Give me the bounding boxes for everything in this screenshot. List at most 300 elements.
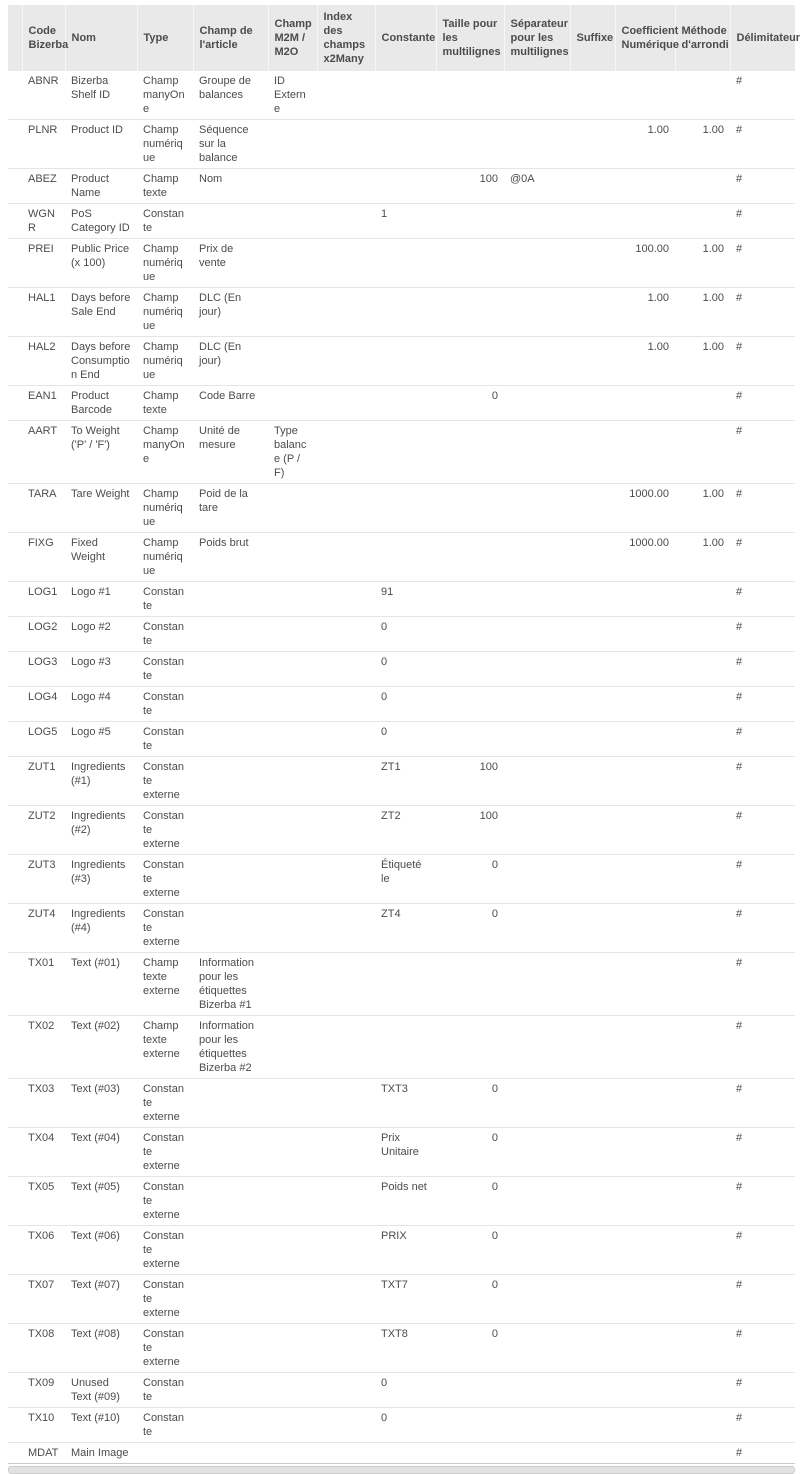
cell-suffixe — [570, 1177, 615, 1226]
cell-code: TX08 — [22, 1324, 65, 1373]
cell-suffixe — [570, 337, 615, 386]
cell-separateur — [504, 1177, 570, 1226]
cell-code: ZUT2 — [22, 806, 65, 855]
table-row[interactable] — [8, 652, 795, 687]
cell-taille: 100 — [436, 169, 504, 204]
cell-taille — [436, 337, 504, 386]
cell-index_x2many — [317, 1016, 375, 1079]
cell-separateur — [504, 120, 570, 169]
cell-code: LOG3 — [22, 652, 65, 687]
cell-type: Constante — [137, 722, 193, 757]
cell-index_x2many — [317, 71, 375, 120]
cell-champ_m2m — [268, 239, 317, 288]
cell-nom: Tare Weight — [65, 484, 137, 533]
cell-suffixe — [570, 1275, 615, 1324]
cell-methode — [675, 953, 730, 1016]
cell-separateur — [504, 652, 570, 687]
cell-suffixe — [570, 722, 615, 757]
cell-index_x2many — [317, 582, 375, 617]
cell-delimitateur: # — [730, 169, 795, 204]
cell-nom: Text (#07) — [65, 1275, 137, 1324]
cell-separateur — [504, 1373, 570, 1408]
column-header-separateur[interactable]: Séparateur pour les multilignes — [504, 5, 570, 71]
cell-type: Champ numérique — [137, 239, 193, 288]
cell-taille — [436, 204, 504, 239]
cell-champ_m2m — [268, 1226, 317, 1275]
cell-nom: Product Name — [65, 169, 137, 204]
cell-code: LOG4 — [22, 687, 65, 722]
cell-champ_article: Unité de mesure — [193, 421, 268, 484]
cell-type: Champ numérique — [137, 288, 193, 337]
cell-taille — [436, 1443, 504, 1464]
cell-methode — [675, 1443, 730, 1464]
cell-separateur — [504, 533, 570, 582]
table-row[interactable] — [8, 533, 795, 582]
cell-code: PLNR — [22, 120, 65, 169]
table-row[interactable] — [8, 617, 795, 652]
table-row[interactable] — [8, 288, 795, 337]
cell-champ_m2m — [268, 1408, 317, 1443]
cell-champ_article — [193, 204, 268, 239]
cell-code: ABNR — [28, 75, 59, 87]
cell-taille: 0 — [436, 1079, 504, 1128]
cell-code: WGNR — [22, 204, 65, 239]
cell-constante: 91 — [375, 582, 436, 617]
table-row[interactable] — [8, 1128, 795, 1177]
cell-champ_m2m: Type balance (P / F) — [268, 421, 317, 484]
cell-coefficient — [615, 855, 675, 904]
cell-separateur — [504, 1128, 570, 1177]
table-row[interactable] — [8, 386, 795, 421]
cell-methode — [675, 855, 730, 904]
cell-index_x2many — [317, 337, 375, 386]
table-row[interactable] — [8, 904, 795, 953]
table-row[interactable] — [8, 722, 795, 757]
cell-type: Champ numérique — [137, 484, 193, 533]
cell-methode — [675, 687, 730, 722]
cell-code: TARA — [22, 484, 65, 533]
cell-delimitateur: # — [730, 1177, 795, 1226]
cell-champ_m2m: ID Externe — [274, 75, 306, 115]
cell-coefficient — [615, 421, 675, 484]
cell-suffixe — [570, 904, 615, 953]
cell-constante: TXT3 — [375, 1079, 436, 1128]
table-row[interactable] — [8, 1373, 795, 1408]
cell-separateur: @0A — [504, 169, 570, 204]
cell-code: ZUT3 — [22, 855, 65, 904]
cell-taille — [436, 120, 504, 169]
table-row[interactable] — [8, 953, 795, 1016]
cell-separateur — [504, 1443, 570, 1464]
cell-champ_article: Prix de vente — [193, 239, 268, 288]
cell-champ_article — [193, 1324, 268, 1373]
cell-index_x2many — [317, 1373, 375, 1408]
column-header-code[interactable]: Code Bizerba — [22, 5, 65, 71]
cell-coefficient — [615, 1275, 675, 1324]
cell-separateur — [504, 1408, 570, 1443]
cell-code: LOG1 — [22, 582, 65, 617]
table-body — [8, 71, 795, 1464]
cell-nom: Product Barcode — [65, 386, 137, 421]
cell-nom: Logo #4 — [65, 687, 137, 722]
cell-methode: 1.00 — [675, 484, 730, 533]
cell-taille — [436, 687, 504, 722]
cell-champ_article — [193, 1443, 268, 1464]
cell-constante — [375, 386, 436, 421]
cell-champ_m2m — [268, 687, 317, 722]
cell-code: HAL2 — [22, 337, 65, 386]
cell-index_x2many — [317, 806, 375, 855]
cell-delimitateur: # — [730, 652, 795, 687]
cell-code: TX07 — [22, 1275, 65, 1324]
table-row[interactable] — [8, 239, 795, 288]
cell-nom: Fixed Weight — [65, 533, 137, 582]
cell-methode — [675, 1226, 730, 1275]
cell-type: Constante — [137, 687, 193, 722]
cell-type: Constante externe — [137, 1079, 193, 1128]
cell-separateur — [504, 1016, 570, 1079]
cell-champ_article: Code Barre — [193, 386, 268, 421]
column-header-index_x2many[interactable]: Index des champs x2Many — [317, 5, 375, 71]
row-spacer — [8, 722, 22, 757]
cell-taille: 0 — [436, 1324, 504, 1373]
cell-champ_m2m — [268, 1275, 317, 1324]
cell-champ_m2m — [268, 1177, 317, 1226]
cell-constante: TXT7 — [375, 1275, 436, 1324]
table-row[interactable] — [8, 204, 795, 239]
cell-constante: 0 — [375, 652, 436, 687]
table-row[interactable] — [8, 169, 795, 204]
cell-separateur — [504, 855, 570, 904]
cell-constante: ZT1 — [375, 757, 436, 806]
row-spacer — [8, 953, 22, 1016]
table-row[interactable] — [8, 1275, 795, 1324]
cell-methode — [675, 582, 730, 617]
cell-methode — [675, 1079, 730, 1128]
cell-type: Champ texte externe — [137, 1016, 193, 1079]
cell-taille — [436, 722, 504, 757]
cell-type: Constante — [137, 1408, 193, 1443]
table-row[interactable] — [8, 484, 795, 533]
cell-delimitateur: # — [730, 1275, 795, 1324]
cell-index_x2many — [317, 386, 375, 421]
cell-taille: 0 — [436, 1177, 504, 1226]
cell-delimitateur: # — [730, 687, 795, 722]
cell-taille — [436, 1408, 504, 1443]
cell-type: Constante externe — [137, 855, 193, 904]
cell-coefficient — [615, 204, 675, 239]
row-spacer — [8, 1324, 22, 1373]
cell-constante — [375, 1443, 436, 1464]
cell-index_x2many — [317, 1275, 375, 1324]
cell-separateur — [504, 204, 570, 239]
cell-type: Constante externe — [137, 757, 193, 806]
column-header-taille[interactable]: Taille pour les multilignes — [436, 5, 504, 71]
row-spacer — [8, 904, 22, 953]
column-header-nom[interactable]: Nom — [65, 5, 137, 71]
cell-champ_article — [193, 1079, 268, 1128]
cell-type: Constante — [137, 1373, 193, 1408]
cell-delimitateur: # — [730, 1373, 795, 1408]
cell-code: AART — [22, 421, 65, 484]
cell-delimitateur: # — [730, 904, 795, 953]
cell-suffixe — [570, 239, 615, 288]
cell-constante: TXT8 — [375, 1324, 436, 1373]
cell-constante: 0 — [375, 1373, 436, 1408]
row-spacer — [8, 1408, 22, 1443]
cell-champ_m2m — [268, 288, 317, 337]
cell-champ_article: Séquence sur la balance — [193, 120, 268, 169]
cell-champ_m2m — [268, 533, 317, 582]
cell-suffixe — [570, 687, 615, 722]
cell-suffixe — [570, 617, 615, 652]
cell-type: Constante externe — [137, 1177, 193, 1226]
cell-index_x2many — [317, 1128, 375, 1177]
cell-index_x2many — [317, 904, 375, 953]
cell-type: Constante — [137, 582, 193, 617]
column-header-delimitateur[interactable]: Délimitateur — [730, 5, 795, 71]
cell-suffixe — [570, 484, 615, 533]
cell-methode — [675, 1177, 730, 1226]
cell-delimitateur: # — [730, 1016, 795, 1079]
table-row[interactable] — [8, 1016, 795, 1079]
cell-champ_article — [193, 582, 268, 617]
table-row[interactable] — [8, 1177, 795, 1226]
cell-delimitateur: # — [730, 386, 795, 421]
cell-type: Constante — [137, 652, 193, 687]
table-row[interactable] — [8, 120, 795, 169]
cell-suffixe — [570, 757, 615, 806]
cell-suffixe — [570, 953, 615, 1016]
cell-champ_m2m — [268, 953, 317, 1016]
cell-champ_article — [193, 904, 268, 953]
cell-suffixe — [570, 421, 615, 484]
cell-coefficient — [615, 806, 675, 855]
row-spacer — [8, 652, 22, 687]
cell-suffixe — [570, 1128, 615, 1177]
cell-nom: Logo #3 — [65, 652, 137, 687]
table-row[interactable] — [8, 337, 795, 386]
cell-type: Champ texte — [137, 169, 193, 204]
cell-type: Champ texte — [137, 386, 193, 421]
cell-delimitateur: # — [730, 1324, 795, 1373]
cell-delimitateur: # — [730, 1443, 795, 1464]
cell-champ_m2m — [268, 617, 317, 652]
cell-separateur — [504, 806, 570, 855]
cell-methode — [675, 806, 730, 855]
cell-taille: 0 — [436, 1226, 504, 1275]
cell-champ_m2m — [268, 904, 317, 953]
cell-index_x2many — [317, 1079, 375, 1128]
cell-suffixe — [570, 204, 615, 239]
row-spacer — [8, 687, 22, 722]
row-spacer — [8, 1177, 22, 1226]
cell-type: Champ numérique — [137, 337, 193, 386]
cell-separateur — [504, 288, 570, 337]
table-row[interactable] — [8, 855, 795, 904]
cell-methode — [675, 1408, 730, 1443]
table-row[interactable] — [8, 71, 795, 120]
cell-constante — [375, 239, 436, 288]
cell-delimitateur: # — [730, 722, 795, 757]
cell-nom: Text (#08) — [65, 1324, 137, 1373]
cell-code: LOG5 — [22, 722, 65, 757]
cell-coefficient — [615, 617, 675, 652]
table-row[interactable] — [8, 806, 795, 855]
cell-methode — [675, 617, 730, 652]
cell-coefficient — [615, 652, 675, 687]
cell-index_x2many — [317, 1226, 375, 1275]
cell-methode: 1.00 — [675, 337, 730, 386]
cell-suffixe — [570, 386, 615, 421]
field-mapping-table — [8, 5, 800, 1464]
table-row[interactable] — [8, 582, 795, 617]
cell-code: HAL1 — [22, 288, 65, 337]
cell-delimitateur: # — [730, 617, 795, 652]
table-row[interactable] — [8, 1443, 795, 1464]
cell-taille — [436, 1016, 504, 1079]
column-header-champ_m2m[interactable]: Champ M2M / M2O — [268, 5, 317, 71]
cell-code: TX02 — [22, 1016, 65, 1079]
cell-suffixe — [570, 582, 615, 617]
cell-code: LOG2 — [22, 617, 65, 652]
cell-taille: 100 — [436, 806, 504, 855]
column-header-coefficient[interactable]: Coefficient Numérique — [615, 5, 675, 71]
cell-coefficient — [615, 687, 675, 722]
cell-suffixe — [570, 1443, 615, 1464]
cell-constante: Étiqueté le — [375, 855, 436, 904]
cell-code: TX10 — [22, 1408, 65, 1443]
horizontal-scrollbar-thumb[interactable] — [8, 1466, 795, 1474]
row-spacer — [8, 71, 22, 120]
cell-coefficient: 100.00 — [615, 239, 675, 288]
cell-methode — [675, 1324, 730, 1373]
cell-delimitateur: # — [730, 757, 795, 806]
row-spacer — [8, 617, 22, 652]
cell-suffixe — [570, 120, 615, 169]
cell-methode — [675, 1275, 730, 1324]
row-spacer — [8, 484, 22, 533]
cell-champ_article — [193, 652, 268, 687]
column-header-champ_article[interactable]: Champ de l'article — [193, 5, 268, 71]
cell-suffixe — [570, 533, 615, 582]
cell-separateur — [504, 337, 570, 386]
cell-constante — [375, 533, 436, 582]
column-header-methode[interactable]: Méthode d'arrondi — [675, 5, 730, 71]
cell-suffixe — [570, 1016, 615, 1079]
cell-champ_m2m — [268, 722, 317, 757]
cell-champ_article — [193, 1275, 268, 1324]
cell-coefficient — [615, 1079, 675, 1128]
cell-delimitateur: # — [730, 337, 795, 386]
table-row[interactable] — [8, 421, 795, 484]
cell-type: Constante externe — [137, 1128, 193, 1177]
cell-taille — [436, 288, 504, 337]
row-spacer — [8, 1373, 22, 1408]
cell-coefficient — [615, 1177, 675, 1226]
cell-index_x2many — [317, 1324, 375, 1373]
cell-suffixe — [570, 855, 615, 904]
table-header — [8, 5, 800, 71]
cell-code: TX03 — [22, 1079, 65, 1128]
cell-delimitateur: # — [730, 1408, 795, 1443]
cell-separateur — [504, 1275, 570, 1324]
cell-coefficient: 1000.00 — [615, 484, 675, 533]
column-header-constante[interactable]: Constante — [375, 5, 436, 71]
cell-code: ZUT1 — [22, 757, 65, 806]
cell-methode — [675, 1128, 730, 1177]
cell-taille: 100 — [436, 757, 504, 806]
cell-champ_m2m — [268, 806, 317, 855]
cell-coefficient: 1000.00 — [615, 533, 675, 582]
cell-nom: PoS Category ID — [65, 204, 137, 239]
cell-champ_article — [193, 617, 268, 652]
cell-nom: Text (#01) — [65, 953, 137, 1016]
cell-delimitateur: # — [730, 421, 795, 484]
cell-suffixe — [570, 1079, 615, 1128]
cell-champ_article: Poids brut — [193, 533, 268, 582]
cell-separateur — [504, 71, 570, 120]
cell-constante — [375, 953, 436, 1016]
cell-code: MDAT — [22, 1443, 65, 1464]
cell-coefficient — [615, 71, 675, 120]
cell-taille: 0 — [436, 904, 504, 953]
cell-suffixe — [570, 1408, 615, 1443]
cell-taille: 0 — [436, 1128, 504, 1177]
table-row[interactable] — [8, 1408, 795, 1443]
cell-type: Champ manyOne — [143, 75, 185, 115]
column-header-type[interactable]: Type — [137, 5, 193, 71]
row-spacer — [8, 239, 22, 288]
row-spacer — [8, 120, 22, 169]
cell-nom: Days before Consumption End — [65, 337, 137, 386]
cell-coefficient — [615, 1128, 675, 1177]
cell-separateur — [504, 1079, 570, 1128]
cell-constante — [375, 288, 436, 337]
table-row[interactable] — [8, 1324, 795, 1373]
cell-suffixe — [570, 169, 615, 204]
column-header-suffixe[interactable]: Suffixe — [570, 5, 615, 71]
cell-methode: 1.00 — [675, 533, 730, 582]
cell-champ_m2m — [268, 652, 317, 687]
cell-nom: Unused Text (#09) — [65, 1373, 137, 1408]
cell-index_x2many — [317, 533, 375, 582]
cell-type: Champ manyOne — [137, 421, 193, 484]
cell-type: Constante externe — [137, 1324, 193, 1373]
cell-nom: Logo #5 — [65, 722, 137, 757]
cell-coefficient — [615, 386, 675, 421]
cell-delimitateur: # — [730, 953, 795, 1016]
cell-constante: 0 — [375, 617, 436, 652]
cell-champ_m2m — [268, 1324, 317, 1373]
cell-code: TX09 — [22, 1373, 65, 1408]
cell-suffixe — [570, 71, 615, 120]
cell-separateur — [504, 1226, 570, 1275]
cell-champ_m2m — [268, 337, 317, 386]
cell-separateur — [504, 421, 570, 484]
cell-index_x2many — [317, 239, 375, 288]
cell-taille — [436, 1373, 504, 1408]
cell-type: Constante externe — [137, 904, 193, 953]
table-row[interactable] — [8, 1079, 795, 1128]
cell-champ_m2m — [268, 120, 317, 169]
table-row[interactable] — [8, 757, 795, 806]
cell-nom: Bizerba Shelf ID — [71, 75, 111, 101]
table-row[interactable] — [8, 687, 795, 722]
table-row[interactable] — [8, 1226, 795, 1275]
cell-taille — [436, 421, 504, 484]
cell-type — [137, 1443, 193, 1464]
